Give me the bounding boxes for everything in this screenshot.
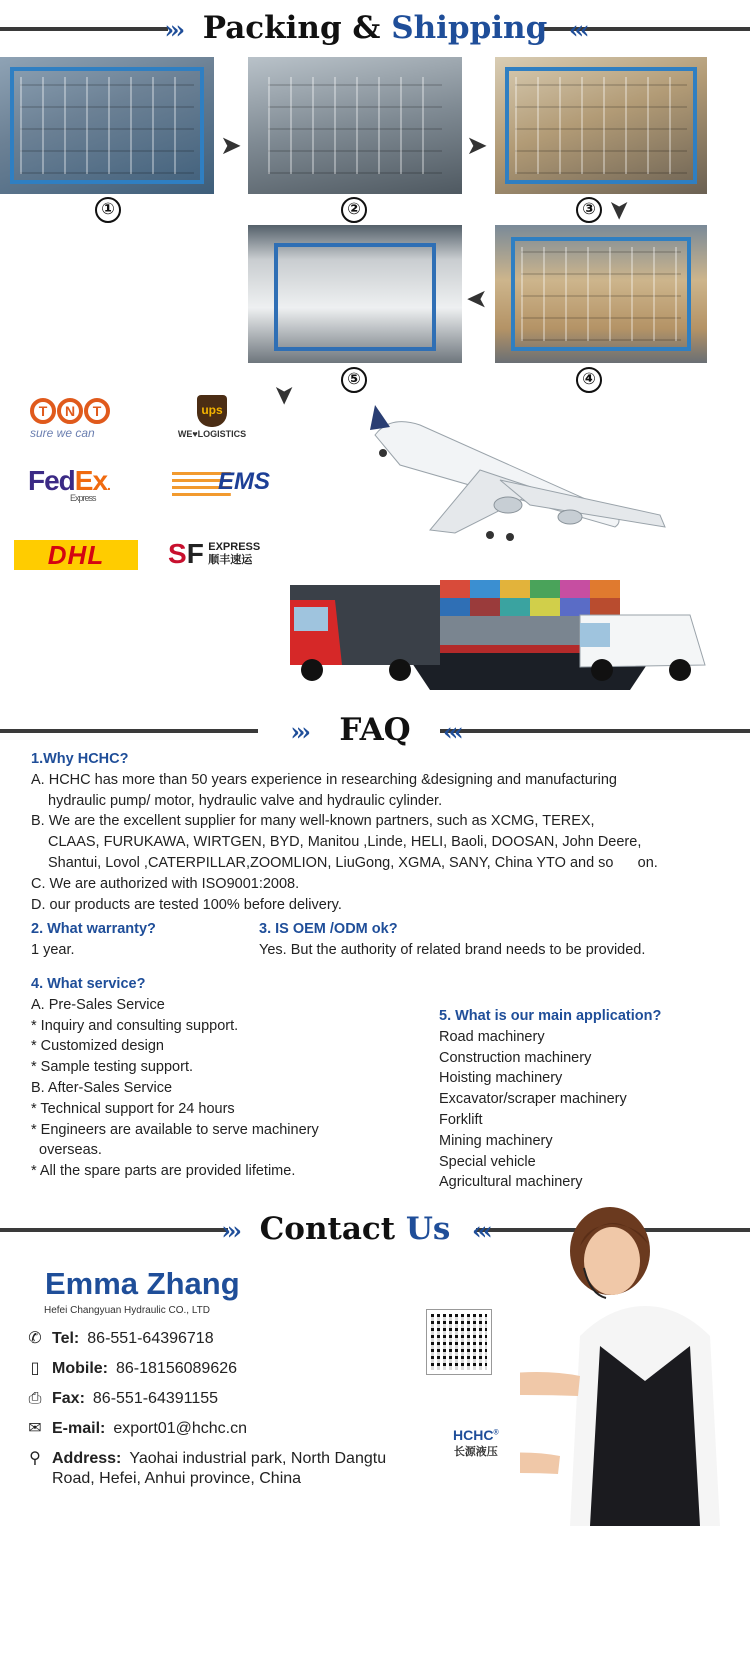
arrow-right-icon: ➤ [466,130,488,160]
contact-name: Emma Zhang [45,1266,240,1301]
step-number: ③ [576,197,602,223]
hchc-brand-logo: HCHC® 长源液压 [453,1427,499,1458]
contact-tel-row: ✆ Tel: 86-551-64396718 [24,1329,214,1349]
dhl-logo: DHL [14,540,138,570]
packing-photo-5 [248,225,462,363]
mobile-icon: ▯ [30,1360,40,1377]
transport-illustration [280,395,715,695]
faq-answer-line: A. HCHC has more than 50 years experience in researching &designing and manufacturing [31,771,617,788]
faq-answer-2: 1 year. [31,941,75,958]
faq-q1-block [31,749,746,915]
faq-question-2: 2. What warranty? [31,921,156,937]
fax-value: 86-551-64391155 [92,1390,219,1407]
chevron-right-icon: »› [221,1216,239,1245]
application-item: Special vehicle [439,1153,536,1170]
chevron-left-icon: ‹« [471,1216,489,1245]
packing-shipping-header [0,8,750,48]
ems-logo: EMS [172,468,270,496]
arrow-down-icon: ➤ [269,384,300,406]
title-part-a: Packing & [202,10,392,46]
contact-fax-row: ⎙ Fax: 86-551-64391155 [24,1389,218,1409]
service-item: * Technical support for 24 hours [31,1100,235,1117]
application-item: Forklift [439,1111,483,1128]
address-line-2: Road, Hefei, Anhui province, China [52,1470,302,1487]
packing-photo-1 [0,57,214,194]
chevron-right-icon: »› [290,717,307,746]
tnt-logo: T N T sure we can [30,398,130,446]
application-item: Agricultural machinery [439,1174,583,1191]
faq-question-4: 4. What service? [31,976,146,992]
faq-answer-line: Shantui, Lovol ,CATERPILLAR,ZOOMLION, LiuGong, XGMA, SANY, China YTO and so on. [48,854,658,871]
contact-title: »› Contact Us ‹« [221,1211,489,1247]
step-number: ⑤ [341,367,367,393]
mobile-value[interactable]: 86-18156089626 [116,1360,238,1377]
faq-answer-line: CLAAS, FURUKAWA, WIRTGEN, BYD, Manitou ,Linde, HELI, Baoli, DOOSAN, John Deere, [48,834,642,851]
service-item: A. Pre-Sales Service [31,996,165,1013]
step-number: ④ [576,367,602,393]
service-item: * Customized design [31,1038,164,1055]
faq-answer-line: D. our products are tested 100% before delivery. [31,896,342,913]
faq-question-5: 5. What is our main application? [439,1008,662,1024]
service-item: * Sample testing support. [31,1059,194,1076]
application-item: Construction machinery [439,1049,592,1066]
arrow-down-icon: ➤ [604,199,635,221]
qr-code-image[interactable] [427,1310,491,1374]
phone-icon: ✆ [28,1330,42,1347]
location-icon: ⚲ [29,1450,41,1467]
arrow-left-icon: ➤ [466,285,488,315]
application-item: Mining machinery [439,1132,553,1149]
fedex-logo: FedEx. Express [28,465,110,503]
packing-photo-4 [495,225,707,363]
faq-q2-block [31,919,251,961]
faq-q5-block [439,1006,739,1193]
chevron-left-icon: ‹« [443,717,460,746]
faq-q4-block [31,974,421,1182]
packing-photo-3 [495,57,707,194]
contact-address-row: ⚲ Address: Yaohai industrial park, North Dangtu Road, Hefei, Anhui province, China [24,1449,424,1489]
packing-shipping-title [0,8,750,50]
fax-icon: ⎙ [28,1390,42,1407]
application-item: Excavator/scraper machinery [439,1091,627,1108]
packing-photo-2 [248,57,462,194]
faq-answer-3: Yes. But the authority of related brand needs to be provided. [259,941,646,958]
faq-answer-line: hydraulic pump/ motor, hydraulic valve and hydraulic cylinder. [48,792,443,809]
application-item: Hoisting machinery [439,1070,563,1087]
step-number: ① [95,197,121,223]
faq-header [0,710,750,750]
faq-answer-line: B. We are the excellent supplier for many well-known partners, such as XCMG, TEREX, [31,813,595,830]
service-item: * Inquiry and consulting support. [31,1017,239,1034]
faq-q3-block [259,919,739,961]
address-line-1: Yaohai industrial park, North Dangtu [129,1450,387,1467]
chevron-right-icon: »› [164,15,182,44]
step-number: ② [341,197,367,223]
faq-question-3: 3. IS OEM /ODM ok? [259,921,398,937]
chevron-left-icon: ‹« [568,15,586,44]
company-name: Hefei Changyuan Hydraulic CO., LTD [44,1305,210,1316]
arrow-right-icon: ➤ [220,130,242,160]
service-item: * All the spare parts are provided lifetime. [31,1163,296,1180]
faq-title: »› FAQ ‹« [290,712,460,748]
airplane-image [370,405,665,541]
ups-logo: ups WE♥LOGISTICS [172,395,252,445]
email-value[interactable]: export01@hchc.cn [113,1420,247,1437]
service-item: B. After-Sales Service [31,1079,173,1096]
faq-answer-line: C. We are authorized with ISO9001:2008. [31,875,300,892]
contact-mobile-row: ▯ Mobile: 86-18156089626 [24,1359,237,1379]
tel-value[interactable]: 86-551-64396718 [87,1330,214,1347]
sf-express-logo: SF EXPRESS 顺丰速运 [168,538,261,569]
faq-question-1: 1.Why HCHC? [31,751,129,767]
application-item: Road machinery [439,1028,545,1045]
contact-email-row: ✉ E-mail: export01@hchc.cn [24,1419,247,1439]
email-icon: ✉ [28,1420,42,1437]
customer-service-person-image [520,1206,740,1526]
service-item: overseas. [31,1142,102,1159]
service-item: * Engineers are available to serve machinery [31,1121,319,1138]
title-part-b: Shipping [391,10,548,46]
